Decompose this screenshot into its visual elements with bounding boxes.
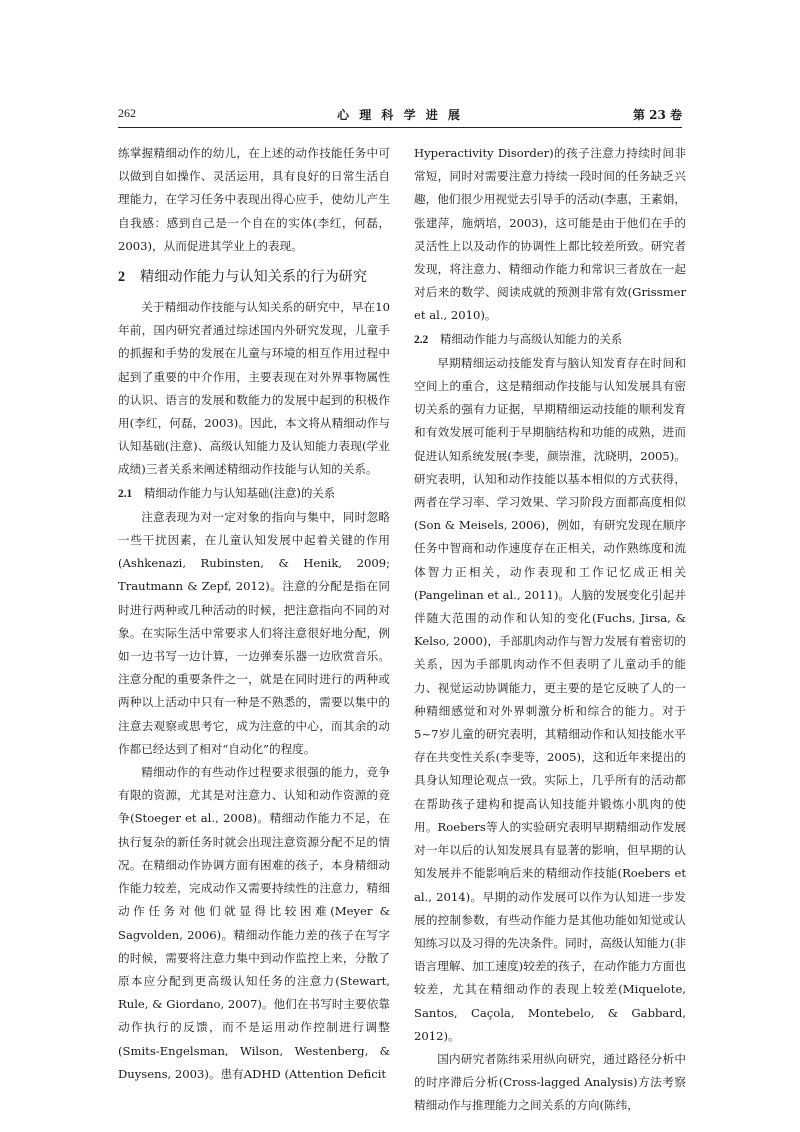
volume-number: 第 23 卷 xyxy=(632,108,682,122)
running-header xyxy=(118,104,682,126)
subsection-heading xyxy=(414,328,686,352)
paragraph: 练掌握精细动作的幼儿，在上述的动作技能任务中可以做到自如操作、灵活运用，具有良好的日常生活自理能力，在学习任务中表现出得心应手，使幼儿产生自我感：感到自己是一个自在的实体(李红，何磊，2003)，从而促进其学业上的表现。 xyxy=(118,146,390,253)
subsection-heading xyxy=(118,482,390,506)
paragraph: 关于精细动作技能与认知关系的研究中，早在10年前，国内研究者通过综述国内外研究发现，儿童手的抓握和手势的发展在儿童与环境的相互作用过程中起到了重要的中介作用，主要表现在对外界事物属性的认识、语言的发展和数能力的发展中起到的积极作用(李红，何磊，2003)。因此，本文将从精细动作与认知基础(注意)、高级认知能力及认知能力表现(学业成绩)三者关系来阐述精细动作技能与认知的关系。 xyxy=(118,300,390,477)
paragraph: 国内研究者陈纬采用纵向研究，通过路径分析中的时序滞后分析(Cross-lagged Analysis)方法考察精细动作与推理能力之间关系的方向(陈纬， xyxy=(414,1051,686,1113)
section-title: 精细动作能力与认知关系的行为研究 xyxy=(140,269,368,286)
subsection-title: 精细动作能力与高级认知能力的关系 xyxy=(440,331,623,346)
subsection-number: 2.2 xyxy=(414,333,429,346)
paragraph: 早期精细运动技能发育与脑认知发育存在时间和空间上的重合，这是精细动作技能与认知发展具有密切关系的强有力证据，早期精细运动技能的顺利发育和有效发展可能利于早期脑结构和功能的成熟，进而促进认知系统发展(李斐，颜崇淮，沈晓明，2005)。研究表明，认知和动作技能以基本相似的方式获得，两者在学习率、学习效果、学习阶段方面都高度相似(Son & Meisels, 2006)，例如，有研究发现在顺序任务中智商和动作速度存在正相关，动作熟练度和流体智力正相关，动作表现和工作记忆成正相关(Pangelinan et al., 2011)。人脑的发展变化引起并伴随大范围的动作和认知的变化(Fuchs, Jirsa, & Kelso, 2000)，手部肌肉动作与智力发展有着密切的关系，因为手部肌肉动作不但表明了儿童动手的能力、视觉运动协调能力，更主要的是它反映了人的一种精细感觉和对外界刺激分析和综合的能力。对于5~7岁儿童的研究表明，其精细动作和认知技能水平存在共变性关系(李斐等，2005)，这和近年来提出的具身认知理论观点一致。实际上，几乎所有的活动都在帮助孩子建构和提高认知技能并锻炼小肌肉的使用。Roebers等人的实验研究表明早期精细动作发展对一年以后的认知发展具有显著的影响，但早期的认知发展并不能影响后来的精细动作技能(Roebers et al., 2014)。早期的动作发展可以作为认知进一步发展的控制参数，有些动作能力是其他功能如知觉或认知练习以及习得的先决条件。同时，高级认知能力(非语言理解、加工速度)较差的孩子，在动作能力方面也较差，尤其在精细动作的表现上较差(Miquelote, Santos, Caçola, Montebelo, & Gabbard, 2012)。 xyxy=(414,355,686,1043)
section-number: 2 xyxy=(118,269,126,286)
journal-title: 心 理 科 学 进 展 xyxy=(337,108,463,122)
paragraph: 精细动作的有些动作过程要求很强的能力，竞争有限的资源，尤其是对注意力、认知和动作资源的竞争(Stoeger et al., 2008)。精细动作能力不足，在执行复杂的新任务时就会出现注意资源分配不足的情况。在精细动作协调方面有困难的孩子，本身精细动作能力较差，完成动作又需要持续性的注意力，精细动作任务对他们就显得比较困难(Meyer & Sagvolden, 2006)。精细动作能力差的孩子在写字的时候，需要将注意力集中到动作监控上来，分散了原本应分配到更高级认知任务的注意力(Stewart, Rule, & Giordano, 2007)。他们在书写时主要依靠动作执行的反馈，而不是运用动作控制进行调整(Smits-Engelsman, Wilson, Westenberg, & Duysens, 2003)。患有ADHD (Attention Deficit xyxy=(118,765,390,1081)
subsection-title: 精细动作能力与认知基础(注意)的关系 xyxy=(144,485,336,500)
paragraph: Hyperactivity Disorder)的孩子注意力持续时间非常短，同时对需要注意力持续一段时间的任务缺乏兴趣，他们很少用视觉去引导手的活动(李惠，王素娟，张建萍，施炳培，2003)，这可能是由于他们在手的灵活性上以及动作的协调性上都比较差所致。研究者发现，将注意力、精细动作能力和常识三者放在一起对后来的数学、阅读成就的预测非常有效(Grissmer et al., 2010)。 xyxy=(414,146,686,323)
page-number: 262 xyxy=(118,106,136,120)
header-rule xyxy=(118,127,682,128)
paragraph: 注意表现为对一定对象的指向与集中，同时忽略一些干扰因素，在儿童认知发展中起着关键的作用(Ashkenazi, Rubinsten, & Henik, 2009; Trautmann & Zepf, 2012)。注意的分配是指在同时进行两种或几种活动的时候，把注意指向不同的对象。在实际生活中常要求人们将注意很好地分配，例如一边书写一边计算，一边弹奏乐器一边欣赏音乐。注意分配的重要条件之一，就是在同时进行的两种或两种以上活动中只有一种是不熟悉的，需要以集中的注意去观察或思考它，成为注意的中心，而其余的动作都已经达到了相对“自动化”的程度。 xyxy=(118,509,390,756)
section-heading xyxy=(118,265,390,289)
left-column xyxy=(118,142,390,1086)
right-column xyxy=(414,142,686,1118)
subsection-number: 2.1 xyxy=(118,487,133,500)
